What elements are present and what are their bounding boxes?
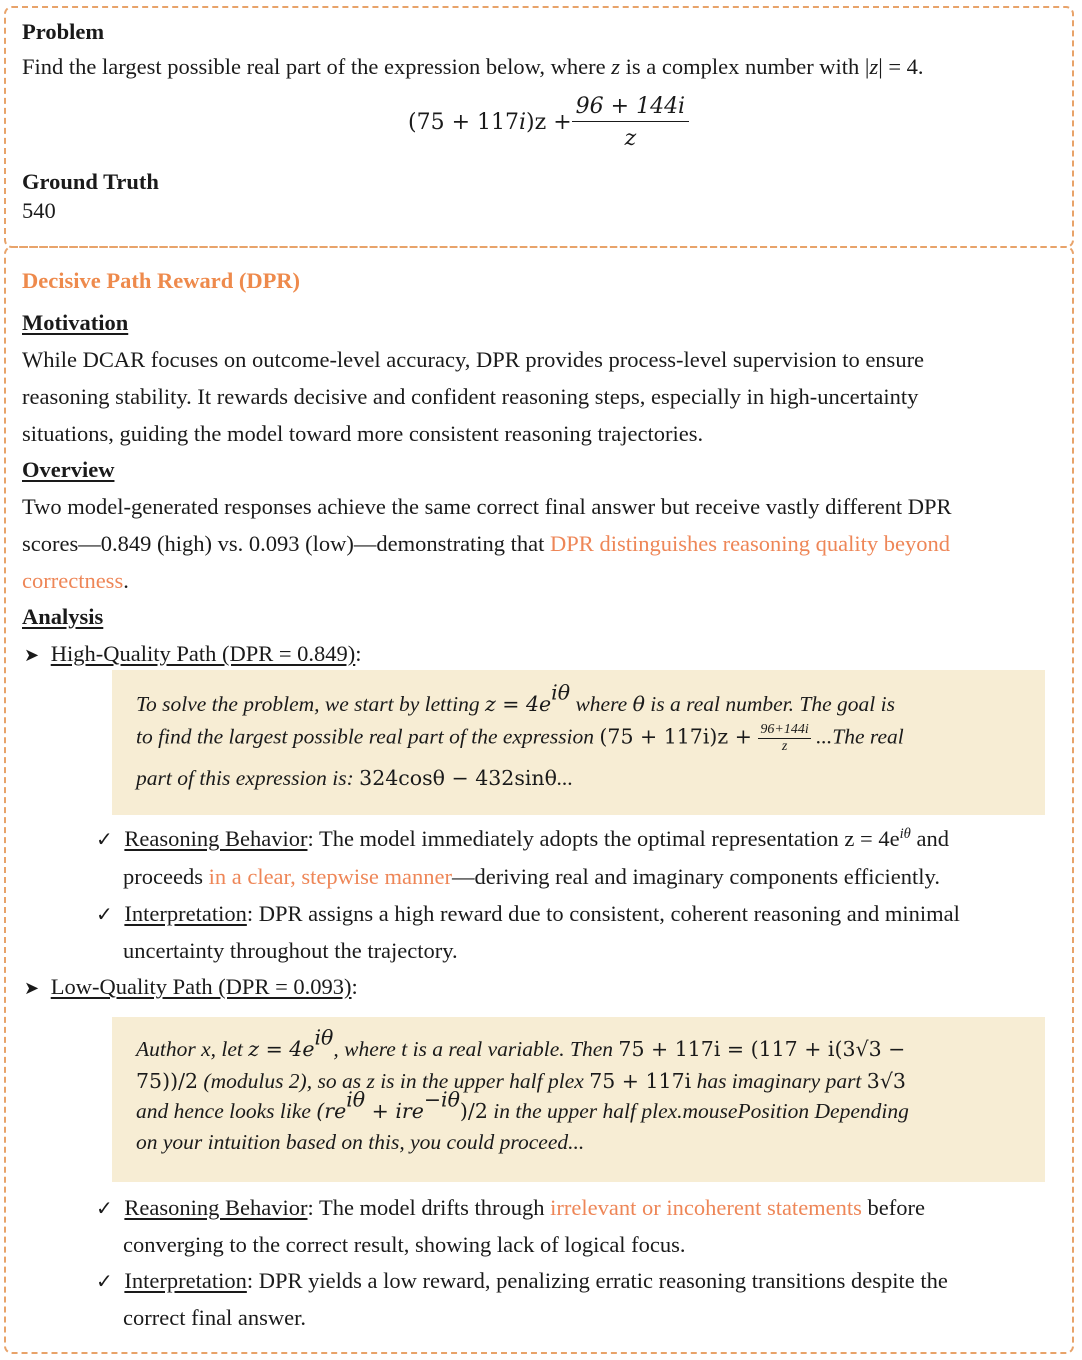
high-behavior-line-1: ✓ Reasoning Behavior: The model immediately adopts the optimal representation $z = 4e^{i\theta}$ and [96, 825, 949, 851]
low-quality-path-label: Low-Quality Path (DPR = 0.093) [50, 974, 352, 999]
ground-truth-heading: Ground Truth [22, 169, 159, 194]
high-quality-path-label: High-Quality Path (DPR = 0.849) [50, 641, 356, 666]
problem-equation: (75 + 117i)z + $\frac{96 + 144i}{z}$ [408, 94, 689, 151]
motivation-line-2: reasoning stability. It rewards decisive and confident reasoning steps, especially in high-uncertainty [22, 384, 919, 409]
analysis-heading: Analysis [22, 604, 104, 629]
high-quality-path-item: ➤ High-Quality Path (DPR = 0.849): [24, 641, 362, 666]
dpr-title: Decisive Path Reward (DPR) [22, 268, 301, 293]
low-behavior-line-1: ✓ Reasoning Behavior: The model drifts through irrelevant or incoherent statements before [96, 1195, 926, 1220]
problem-heading: Problem [22, 19, 105, 44]
high-quality-quote [112, 670, 1045, 815]
high-interpretation-line-1: ✓ Interpretation: DPR assigns a high reward due to consistent, coherent reasoning and minimal [96, 901, 960, 926]
high-quote-line-1: To solve the problem, we start by letting $z = 4e^{i\theta}$ where θ is a real number. The goal is [136, 680, 895, 716]
motivation-line-3: situations, guiding the model toward more consistent reasoning trajectories. [22, 421, 704, 446]
overview-heading: Overview [22, 457, 115, 482]
check-icon: ✓ [96, 1196, 113, 1220]
overview-line-3: correctness. [22, 568, 129, 593]
low-quote-line-3: and hence looks like $(re^{i\theta} + ire^{-i\theta})/2$ in the upper half plex.mousePosition Depending [136, 1087, 909, 1123]
check-icon: ✓ [96, 902, 113, 926]
motivation-line-1: While DCAR focuses on outcome-level accuracy, DPR provides process-level supervision to ensure [22, 347, 925, 372]
check-icon: ✓ [96, 1269, 113, 1293]
high-quote-line-3: part of this expression is: 324cosθ − 432sinθ... [136, 766, 574, 790]
low-interpretation-line-1: ✓ Interpretation: DPR yields a low reward, penalizing erratic reasoning transitions despite the [96, 1268, 948, 1293]
low-quote-line-4: on your intuition based on this, you could proceed... [136, 1130, 585, 1154]
low-quality-path-item: ➤ Low-Quality Path (DPR = 0.093): [24, 974, 358, 999]
high-quote-line-2: to find the largest possible real part of the expression (75 + 117i)z + $\frac{96+144i}{z}$ ...The real [136, 722, 904, 754]
low-behavior-line-2: converging to the correct result, showing lack of logical focus. [123, 1232, 686, 1257]
overview-line-2: scores—0.849 (high) vs. 0.093 (low)—demonstrating that DPR distinguishes reasoning quality beyond [22, 531, 951, 556]
low-quote-line-1: Author x, let $z = 4e^{i\theta}$, where t is a real variable. Then 75 + 117i = (117 + i(3√3 − [136, 1025, 906, 1061]
high-interpretation-line-2: uncertainty throughout the trajectory. [123, 938, 458, 963]
low-interpretation-line-2: correct final answer. [123, 1305, 307, 1330]
arrow-bullet-icon: ➤ [24, 978, 40, 999]
problem-statement: Find the largest possible real part of the expression below, where z is a complex number with |z| = 4. [22, 54, 924, 79]
high-behavior-line-2: proceeds in a clear, stepwise manner—deriving real and imaginary components efficiently. [123, 864, 940, 889]
overview-highlight: DPR distinguishes reasoning quality beyond [550, 531, 951, 556]
low-quote-line-2: 75))/2 (modulus 2), so as z is in the upper half plex 75 + 117i has imaginary part 3√3 [136, 1069, 906, 1093]
ground-truth-value: 540 [22, 198, 56, 223]
low-quality-quote [112, 1017, 1045, 1182]
arrow-bullet-icon: ➤ [24, 645, 40, 666]
motivation-heading: Motivation [22, 310, 129, 335]
overview-line-1: Two model-generated responses achieve the same correct final answer but receive vastly different DPR [22, 494, 952, 519]
check-icon: ✓ [96, 827, 113, 851]
